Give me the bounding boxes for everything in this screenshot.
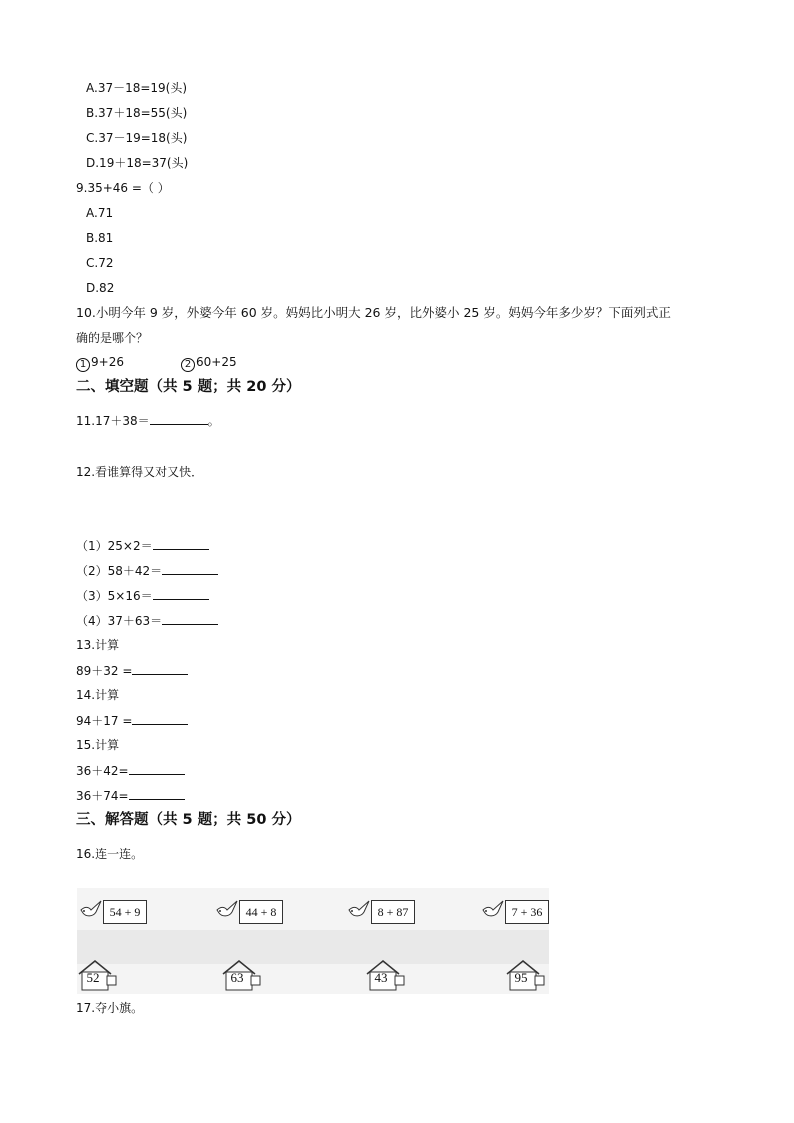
dove-icon [79,898,103,920]
q8-option-d: D.19＋18=37(头) [86,156,189,170]
q12-item-2-expr: （2）58＋42＝ [76,564,163,578]
q15-line-1 [76,763,185,779]
house-number: 63 [230,970,244,985]
q12-item-3-expr: （3）5×16＝ [76,589,153,603]
q15-blank-2[interactable] [129,788,185,800]
q9-stem: 9.35+46 =（ ） [76,181,170,195]
q14-title: 14.计算 [76,688,120,702]
circled-number-1: 1 [76,358,90,372]
q12-item-1-expr: （1）25×2＝ [76,539,153,553]
q13-expr: 89＋32 = [76,664,133,678]
q10-stem-line1: 10.小明今年 9 岁，外婆今年 60 岁。妈妈比小明大 26 岁，比外婆小 25 岁。妈妈今年多少岁？下面列式正 [76,305,671,320]
q14-line [76,713,188,729]
q8-option-b: B.37＋18=55(头) [86,106,188,120]
q15-expr-2: 36＋74= [76,789,129,803]
q8-option-c: C.37－19=18(头) [86,131,188,145]
q9-option-c: C.72 [86,256,114,270]
circled-number-2: 2 [181,358,195,372]
q12-title: 12.看谁算得又对又快． [76,465,204,479]
section-3-title: 三、解答题（共 5 题；共 50 分） [76,812,301,828]
dove-icon [481,898,505,920]
q14-blank[interactable] [132,713,188,725]
q10-choice-1-text: 9+26 [91,355,124,369]
house-2[interactable] [221,958,263,992]
q12-item-1-blank[interactable] [153,538,209,550]
house-3[interactable] [365,958,407,992]
expression-card-3[interactable]: 8 + 87 [371,900,415,924]
house-4[interactable] [505,958,547,992]
q15-blank-1[interactable] [129,763,185,775]
q15-title: 15.计算 [76,738,120,752]
q12-item-3-blank[interactable] [153,588,209,600]
house-number: 52 [86,970,100,985]
q12-item-4-expr: （4）37＋63＝ [76,614,163,628]
q12-item-4-blank[interactable] [162,613,218,625]
q12-item-2 [76,563,218,579]
q11-period: 。 [207,414,220,428]
q10-choice-1 [76,354,124,372]
expression-card-4[interactable]: 7 + 36 [505,900,549,924]
q13-line [76,663,188,679]
q8-option-a: A.37－18=19(头) [86,81,188,95]
q10-choice-2-text: 60+25 [196,355,237,369]
dove-icon [347,898,371,920]
q12-item-3 [76,588,209,604]
figure-band [77,930,549,964]
q16-title: 16.连一连。 [76,847,144,861]
q15-expr-1: 36＋42= [76,764,129,778]
q11-expression: 11.17＋38＝ [76,414,150,428]
q9-option-b: B.81 [86,231,114,245]
section-2-title: 二、填空题（共 5 题；共 20 分） [76,379,301,395]
q11-answer-blank[interactable] [150,413,208,425]
house-number: 95 [514,970,528,985]
q11 [76,413,220,429]
q13-title: 13.计算 [76,638,120,652]
q12-item-2-blank[interactable] [162,563,218,575]
house-number: 43 [374,970,388,985]
q15-line-2 [76,788,185,804]
house-1[interactable] [77,958,119,992]
expression-card-2[interactable]: 44 + 8 [239,900,283,924]
q13-blank[interactable] [132,663,188,675]
q14-expr: 94＋17 = [76,714,133,728]
q10-choice-2 [181,354,237,372]
q9-option-d: D.82 [86,281,115,295]
q12-item-4 [76,613,218,629]
expression-card-1[interactable]: 54 + 9 [103,900,147,924]
q10-stem-line2: 确的是哪个？ [76,331,149,345]
q17-title: 17.夺小旗。 [76,1001,144,1015]
dove-icon [215,898,239,920]
q16-matching-figure [77,888,549,994]
q9-option-a: A.71 [86,206,114,220]
q12-item-1 [76,538,209,554]
